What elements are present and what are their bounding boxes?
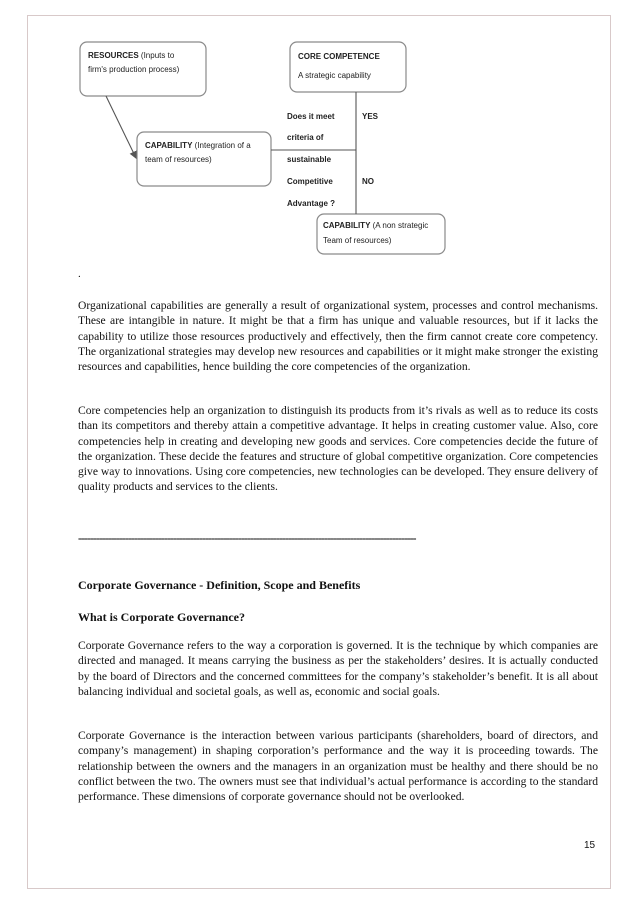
question-line-4: Competitive	[287, 177, 333, 186]
question-line-1: Does it meet	[287, 112, 335, 121]
section-title: Corporate Governance - Definition, Scope and Benefits	[78, 578, 361, 592]
resources-arrow	[106, 96, 136, 158]
no-label: NO	[362, 177, 374, 186]
question-line-3: sustainable	[287, 155, 332, 164]
capability-right-line1: CAPABILITY (A non strategic	[323, 221, 429, 230]
page-number: 15	[584, 840, 596, 851]
stray-dot: .	[78, 268, 81, 280]
paragraph-capabilities: Organizational capabilities are generally a result of organizational system, processes and control mechanisms. These are intangible in nature. It might be that a firm has unique and valuable resources, but if it lacks the capability to utilize those resources productively and effectively, then the firm cannot create core competency. The organizational strategies may develop new resources and capabilities or it might make stronger the existing resources and capabilities, hence building the core competencies of the organization.	[78, 299, 598, 374]
paragraph-governance-definition: Corporate Governance refers to the way a corporation is governed. It is the technique by which companies are directed and managed. It means carrying the business as per the stakeholders’ desires. It is actually conducted by the board of Directors and the concerned committees for the company’s stakeholder’s benefit. It is all about balancing individual and societal goals, as well as, economic and social goals.	[78, 639, 598, 698]
resources-line2: firm's production process)	[88, 65, 180, 74]
resources-line1: RESOURCES (Inputs to	[88, 51, 175, 60]
core-competence-subtitle: A strategic capability	[298, 71, 371, 80]
question-line-2: criteria of	[287, 133, 324, 142]
question-line-5: Advantage ?	[287, 199, 336, 208]
core-competence-box	[290, 42, 406, 92]
paragraph-core-competencies: Core competencies help an organization to distinguish its products from it’s rivals as well as to reduce its costs than its competitors and thereby attain a competitive advantage. It helps in creating customer value. Also, core competencies help in creating and developing new goods and services. Core competencies decide the future of the organization. These decide the features and structure of global competitive organization. Core competencies give way to innovations. Using core competencies, new technologies can be developed. They ensure delivery of quality products and services to the clients.	[78, 404, 598, 494]
capability-left-line1: CAPABILITY (Integration of a	[145, 141, 251, 150]
core-competence-title: CORE COMPETENCE	[298, 52, 380, 61]
yes-label: YES	[362, 112, 379, 121]
capability-right-box	[317, 214, 445, 254]
capability-left-line2: team of resources)	[145, 155, 212, 164]
dashed-separator: ------------------------------------------------------------------------------------------------------------------	[78, 532, 416, 545]
paragraph-governance-interaction: Corporate Governance is the interaction between various participants (shareholders, board of directors, and company’s management) in shaping corporation’s performance and the way it is proceeding towards. The relationship between the owners and the managers in an organization must be healthy and there should be no conflict between the two. The owners must see that individual’s actual performance is according to the standard performance. These dimensions of corporate governance should not be overlooked.	[78, 729, 598, 804]
question-title: What is Corporate Governance?	[78, 610, 245, 624]
capability-right-line2: Team of resources)	[323, 236, 392, 245]
